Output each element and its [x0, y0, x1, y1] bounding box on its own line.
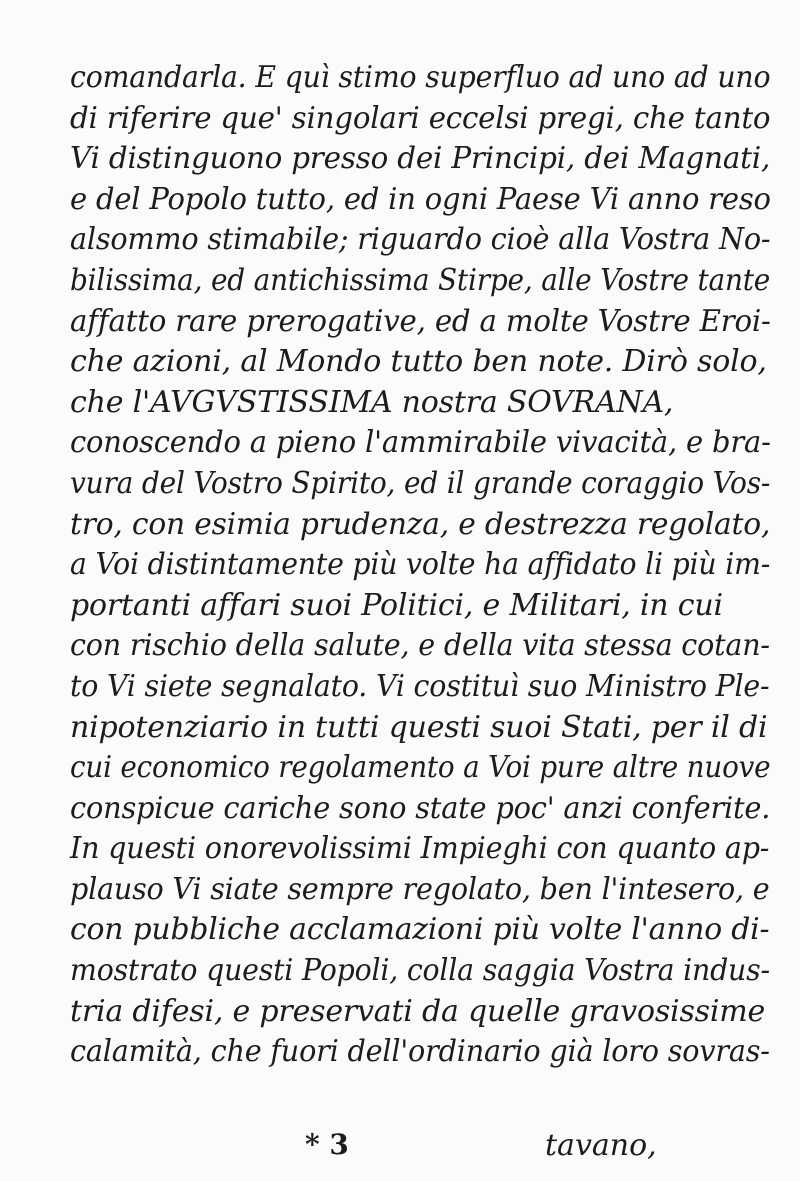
- text-line: alsommo stimabile; riguardo cioè alla Vostra No-: [70, 222, 771, 258]
- text-line: Vi distinguono presso dei Principi, dei Magnati,: [70, 141, 771, 177]
- text-line: che l'AVGVSTISSIMA nostra SOVRANA,: [70, 384, 674, 420]
- text-line: vura del Vostro Spirito, ed il grande coraggio Vos-: [70, 465, 771, 501]
- text-line: tro, con esimia prudenza, e destrezza regolato,: [70, 506, 771, 542]
- catchword: tavano,: [545, 1128, 657, 1163]
- text-line: to Vi siete segnalato. Vi costituì suo Ministro Ple-: [70, 668, 770, 704]
- text-line: con pubbliche acclamazioni più volte l'anno di-: [70, 912, 770, 948]
- text-line: plauso Vi siate sempre regolato, ben l'intesero, e: [70, 871, 770, 907]
- text-line: di riferire que' singolari eccelsi pregi, che tanto: [70, 100, 771, 136]
- signature-mark: * 3: [305, 1128, 349, 1161]
- text-line: tria difesi, e preservati da quelle gravosissime: [70, 993, 766, 1029]
- text-line: nipotenziario in tutti questi suoi Stati, per il di: [70, 709, 768, 745]
- body-text: [70, 58, 770, 1073]
- text-line: calamità, che fuori dell'ordinario già loro sovras-: [70, 1034, 770, 1070]
- text-line: conoscendo a pieno l'ammirabile vivacità, e bra-: [70, 425, 771, 461]
- text-line: portanti affari suoi Politici, e Militari, in cui: [70, 587, 723, 623]
- text-line: con rischio della salute, e della vita stessa cotan-: [70, 628, 770, 664]
- text-line: comandarla. E quì stimo superfluo ad uno ad uno: [70, 60, 771, 95]
- page-footer: [0, 1128, 800, 1168]
- text-line: e del Popolo tutto, ed in ogni Paese Vi anno reso: [70, 181, 771, 217]
- text-line: che azioni, al Mondo tutto ben note. Dirò solo,: [70, 344, 767, 380]
- text-line: mostrato questi Popoli, colla saggia Vostra indus-: [70, 953, 770, 989]
- text-line: a Voi distintamente più volte ha affidato li più im-: [70, 547, 771, 583]
- text-line: affatto rare prerogative, ed a molte Vostre Eroi-: [70, 303, 771, 339]
- text-line: cui economico regolamento a Voi pure altre nuove: [70, 750, 771, 786]
- text-line: bilissima, ed antichissima Stirpe, alle Vostre tante: [70, 262, 771, 298]
- text-line: In questi onorevolissimi Impieghi con quanto ap-: [70, 831, 770, 867]
- text-line: conspicue cariche sono state poc' anzi conferite.: [70, 790, 771, 826]
